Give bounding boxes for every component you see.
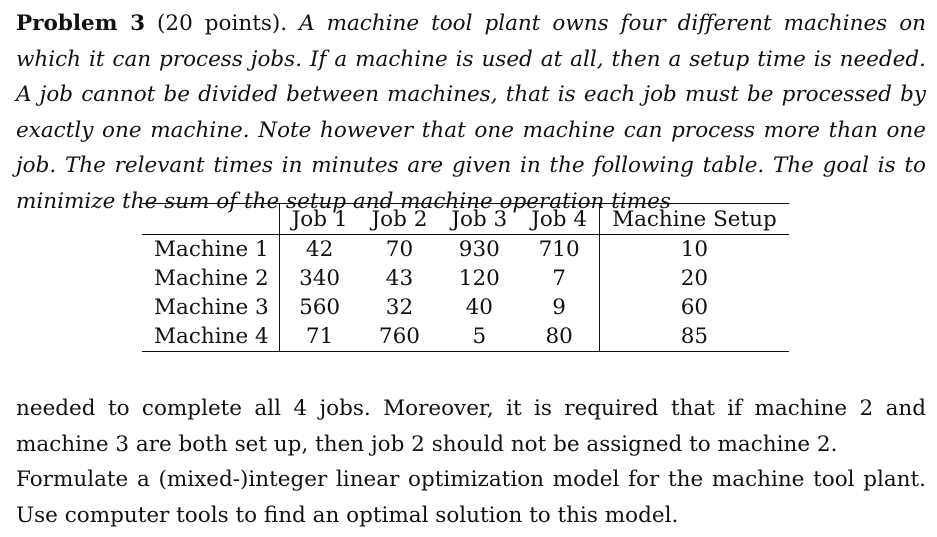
row-header: Machine 1 xyxy=(142,235,279,265)
table-cell: 10 xyxy=(600,235,789,265)
table-cell: 71 xyxy=(305,324,334,349)
table-cell: 340 xyxy=(299,266,341,291)
times-table xyxy=(142,203,789,352)
table-cell: 7 xyxy=(552,266,566,291)
table-cell: 930 xyxy=(458,237,500,262)
column-header: Job 3 xyxy=(439,204,519,235)
table-cell: 560 xyxy=(299,295,341,320)
table-cell: 20 xyxy=(600,264,789,293)
table-cell: 85 xyxy=(600,322,789,352)
corner-cell xyxy=(142,204,279,235)
problem-points: (20 points). xyxy=(145,11,288,36)
problem-intro-text: A machine tool plant owns four different machines on which it can process jobs. If a machine is used at all, then a setup time is needed. A job cannot be divided between machines, that is each job must be processed by exactly one machine. Note however that one machine can process more than one job. The relevant times in minutes are given in the following table. The goal is to minimize the sum of the setup and machine operation times xyxy=(16,11,926,214)
table-cell: 43 xyxy=(385,266,414,291)
table-cell: 760 xyxy=(378,324,420,349)
problem-intro-paragraph xyxy=(16,6,926,219)
problem-statement xyxy=(16,6,926,219)
column-header: Job 4 xyxy=(519,204,599,235)
column-header: Machine Setup xyxy=(600,204,789,235)
table-cell: 42 xyxy=(305,237,334,262)
times-table-container xyxy=(142,203,789,352)
table-cell: 70 xyxy=(385,237,414,262)
problem-continuation xyxy=(16,391,926,533)
table-cell: 60 xyxy=(600,293,789,322)
table-cell: 40 xyxy=(465,295,493,320)
row-header: Machine 3 xyxy=(142,293,279,322)
table-cell: 120 xyxy=(458,266,500,291)
column-header: Job 1 xyxy=(279,204,359,235)
table-row xyxy=(142,264,789,293)
table-cell: 9 xyxy=(552,295,566,320)
problem-task-text: Formulate a (mixed-)integer linear optimization model for the machine tool plant. Use computer tools to find an optimal solution to this model. xyxy=(16,467,926,528)
table-row xyxy=(142,293,789,322)
table-cell: 32 xyxy=(385,295,414,320)
row-header: Machine 2 xyxy=(142,264,279,293)
table-cell: 80 xyxy=(545,324,573,349)
table-header-row xyxy=(142,204,789,235)
table-cell: 710 xyxy=(538,237,580,262)
table-cell: 5 xyxy=(472,324,487,349)
row-header: Machine 4 xyxy=(142,322,279,352)
table-row xyxy=(142,235,789,265)
problem-label: Problem 3 xyxy=(16,11,146,36)
column-header: Job 2 xyxy=(360,204,440,235)
problem-continuation-text: needed to complete all 4 jobs. Moreover, it is required that if machine 2 and machine 3 are both set up, then job 2 should not be assigned to machine 2. xyxy=(16,396,926,457)
table-row xyxy=(142,322,789,352)
